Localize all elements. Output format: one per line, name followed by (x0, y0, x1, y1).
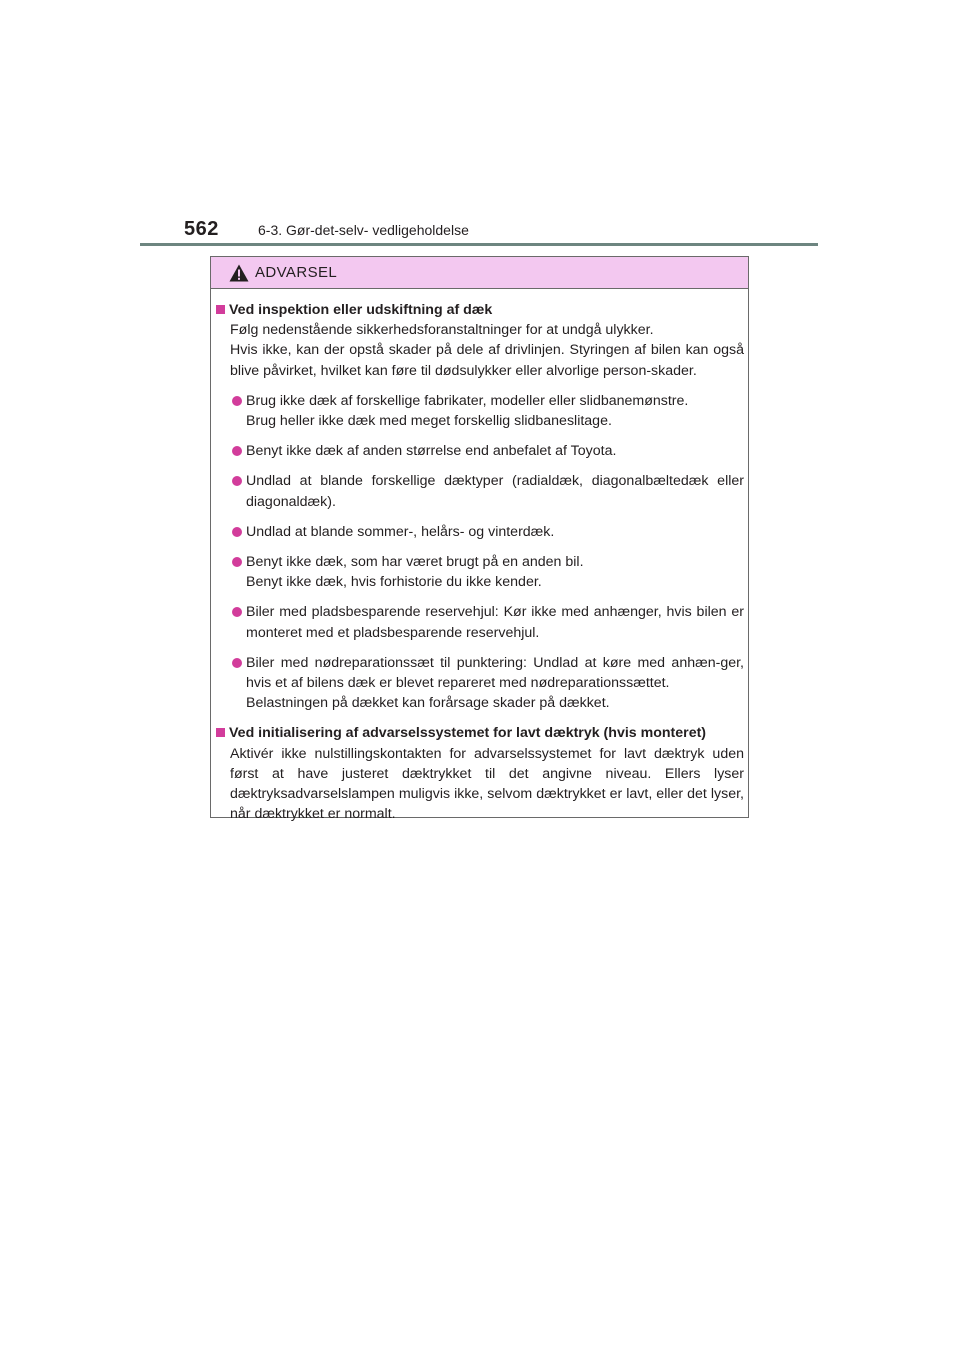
section-title: 6-3. Gør-det-selv- vedligeholdelse (258, 222, 469, 238)
section-heading: Ved initialisering af advarselssystemet for lavt dæktryk (hvis monteret) (216, 723, 744, 743)
list-item: Brug ikke dæk af forskellige fabrikater, modeller eller slidbanemønstre. Brug heller ikke dæk med meget forskellig slidbaneslitage. (216, 391, 744, 431)
bullet-dot-icon (232, 527, 242, 537)
header-divider (140, 243, 818, 246)
warning-header (211, 257, 748, 289)
list-item: Undlad at blande forskellige dæktyper (radialdæk, diagonalbæltedæk eller diagonaldæk). (216, 471, 744, 511)
square-bullet-icon (216, 305, 225, 314)
bullet-dot-icon (232, 607, 242, 617)
warning-title: ADVARSEL (255, 264, 338, 281)
warning-box (210, 256, 749, 823)
list-item: Biler med nødreparationssæt til punktering: Undlad at køre med anhæn-ger, hvis et af bilens dæk er blevet repareret med nødreparationssættet. Belastningen på dækket kan forårsage skader på dækket. (216, 653, 744, 714)
bullet-dot-icon (232, 476, 242, 486)
bullet-dot-icon (232, 557, 242, 567)
bullet-dot-icon (232, 658, 242, 668)
square-bullet-icon (216, 728, 225, 737)
bullet-dot-icon (232, 396, 242, 406)
page-header (140, 214, 818, 246)
list-item: Biler med pladsbesparende reservehjul: Kør ikke med anhænger, hvis bilen er monteret med et pladsbesparende reservehjul. (216, 602, 744, 642)
section-heading: Ved inspektion eller udskiftning af dæk (216, 300, 744, 320)
bullet-dot-icon (232, 446, 242, 456)
section-intro: Følg nedenstående sikkerhedsforanstaltninger for at undgå ulykker. Hvis ikke, kan der opstå skader på dele af drivlinjen. Styringen af bilen kan også blive påvirket, hvilket kan føre til dødsulykker eller alvorlige person-skader. (230, 322, 744, 379)
list-item: Benyt ikke dæk, som har været brugt på en anden bil. Benyt ikke dæk, hvis forhistorie du ikke kender. (216, 552, 744, 592)
list-item: Undlad at blande sommer-, helårs- og vinterdæk. (216, 522, 744, 542)
warning-content (216, 300, 744, 834)
list-item: Benyt ikke dæk af anden størrelse end anbefalet af Toyota. (216, 441, 744, 461)
page-number: 562 (184, 218, 219, 240)
warning-triangle-icon (229, 264, 249, 282)
section-body: Aktivér ikke nulstillingskontakten for advarselssystemet for lavt dæktryk uden først at have justeret dæktrykket til det angivne niveau. Ellers lyser dæktryksadvarselslampen muligvis ikke, selvom dæktrykket er lavt, eller det lyser, når dæktrykket er normalt. (230, 745, 744, 823)
